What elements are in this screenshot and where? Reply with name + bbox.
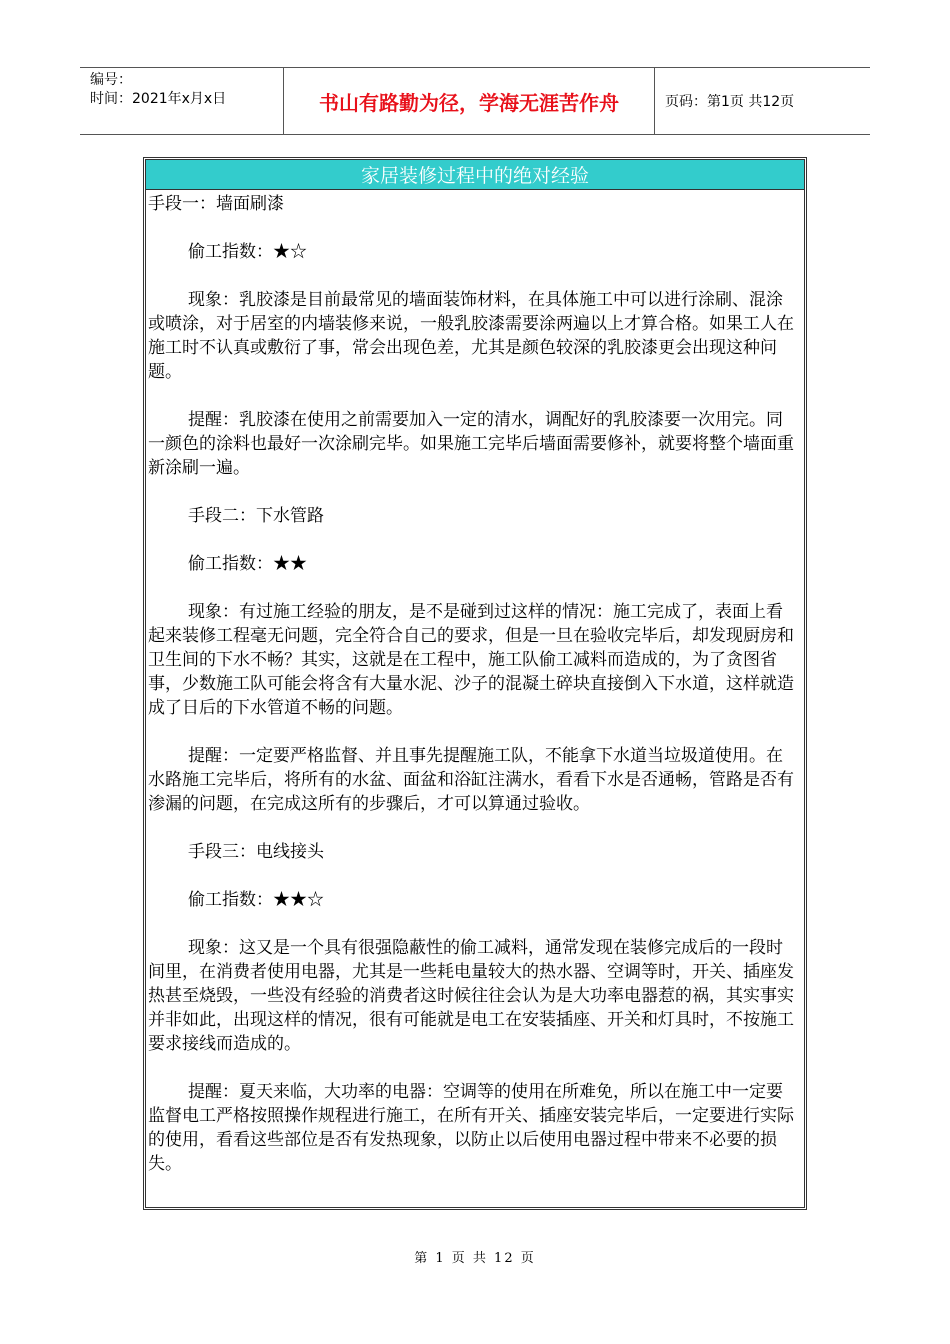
page-footer: 第 1 页 共 12 页 [414, 1251, 536, 1266]
paragraph: 手段一：墙面刷漆 [148, 194, 284, 214]
page-header [80, 67, 870, 135]
paragraph: 偷工指数：★☆ [188, 242, 307, 262]
document-time-label: 时间：2021年x月x日 [90, 91, 227, 107]
content-box-inner [145, 159, 805, 1208]
paragraph: 提醒：一定要严格监督、并且事先提醒施工队，不能拿下水道当垃圾道使用。在水路施工完毕后，将所有的水盆、面盆和浴缸注满水，看看下水是否通畅，管路是否有渗漏的问题，在完成这所有的步骤后，才可以算通过验收。 [148, 746, 794, 814]
header-motto: 书山有路勤为径，学海无涯苦作舟 [283, 68, 655, 134]
paragraph: 现象：有过施工经验的朋友，是不是碰到过这样的情况：施工完成了，表面上看起来装修工程毫无问题，完全符合自己的要求，但是一旦在验收完毕后，却发现厨房和卫生间的下水不畅？其实，这就是在工程中，施工队偷工减料而造成的，为了贪图省事，少数施工队可能会将含有大量水泥、沙子的混凝土碎块直接倒入下水道，这样就造成了日后的下水管道不畅的问题。 [148, 602, 794, 718]
paragraph: 偷工指数：★★ [188, 554, 307, 574]
document-body [146, 192, 804, 1176]
header-page-info: 页码：第1页 共12页 [665, 94, 795, 110]
paragraph: 手段三：电线接头 [188, 842, 324, 862]
paragraph: 现象：乳胶漆是目前最常见的墙面装饰材料，在具体施工中可以进行涂刷、混涂或喷涂，对于居室的内墙装修来说，一般乳胶漆需要涂两遍以上才算合格。如果工人在施工时不认真或敷衍了事，常会出现色差，尤其是颜色较深的乳胶漆更会出现这种问题。 [148, 290, 794, 382]
header-meta [80, 68, 283, 134]
document-number-label: 编号： [90, 72, 132, 88]
paragraph: 提醒：夏天来临，大功率的电器：空调等的使用在所难免，所以在施工中一定要监督电工严格按照操作规程进行施工，在所有开关、插座安装完毕后，一定要进行实际的使用，看看这些部位是否有发热现象，以防止以后使用电器过程中带来不必要的损失。 [148, 1082, 794, 1174]
paragraph: 提醒：乳胶漆在使用之前需要加入一定的清水，调配好的乳胶漆要一次用完。同一颜色的涂料也最好一次涂刷完毕。如果施工完毕后墙面需要修补，就要将整个墙面重新涂刷一遍。 [148, 410, 794, 478]
paragraph: 现象：这又是一个具有很强隐蔽性的偷工减料，通常发现在装修完成后的一段时间里，在消费者使用电器，尤其是一些耗电量较大的热水器、空调等时，开关、插座发热甚至烧毁，一些没有经验的消费者这时候往往会认为是大功率电器惹的祸，其实事实并非如此，出现这样的情况，很有可能就是电工在安装插座、开关和灯具时，不按施工要求接线而造成的。 [148, 938, 794, 1054]
paragraph: 手段二：下水管路 [188, 506, 324, 526]
content-box [143, 157, 807, 1210]
document-title: 家居装修过程中的绝对经验 [146, 160, 804, 190]
paragraph: 偷工指数：★★☆ [188, 890, 324, 910]
